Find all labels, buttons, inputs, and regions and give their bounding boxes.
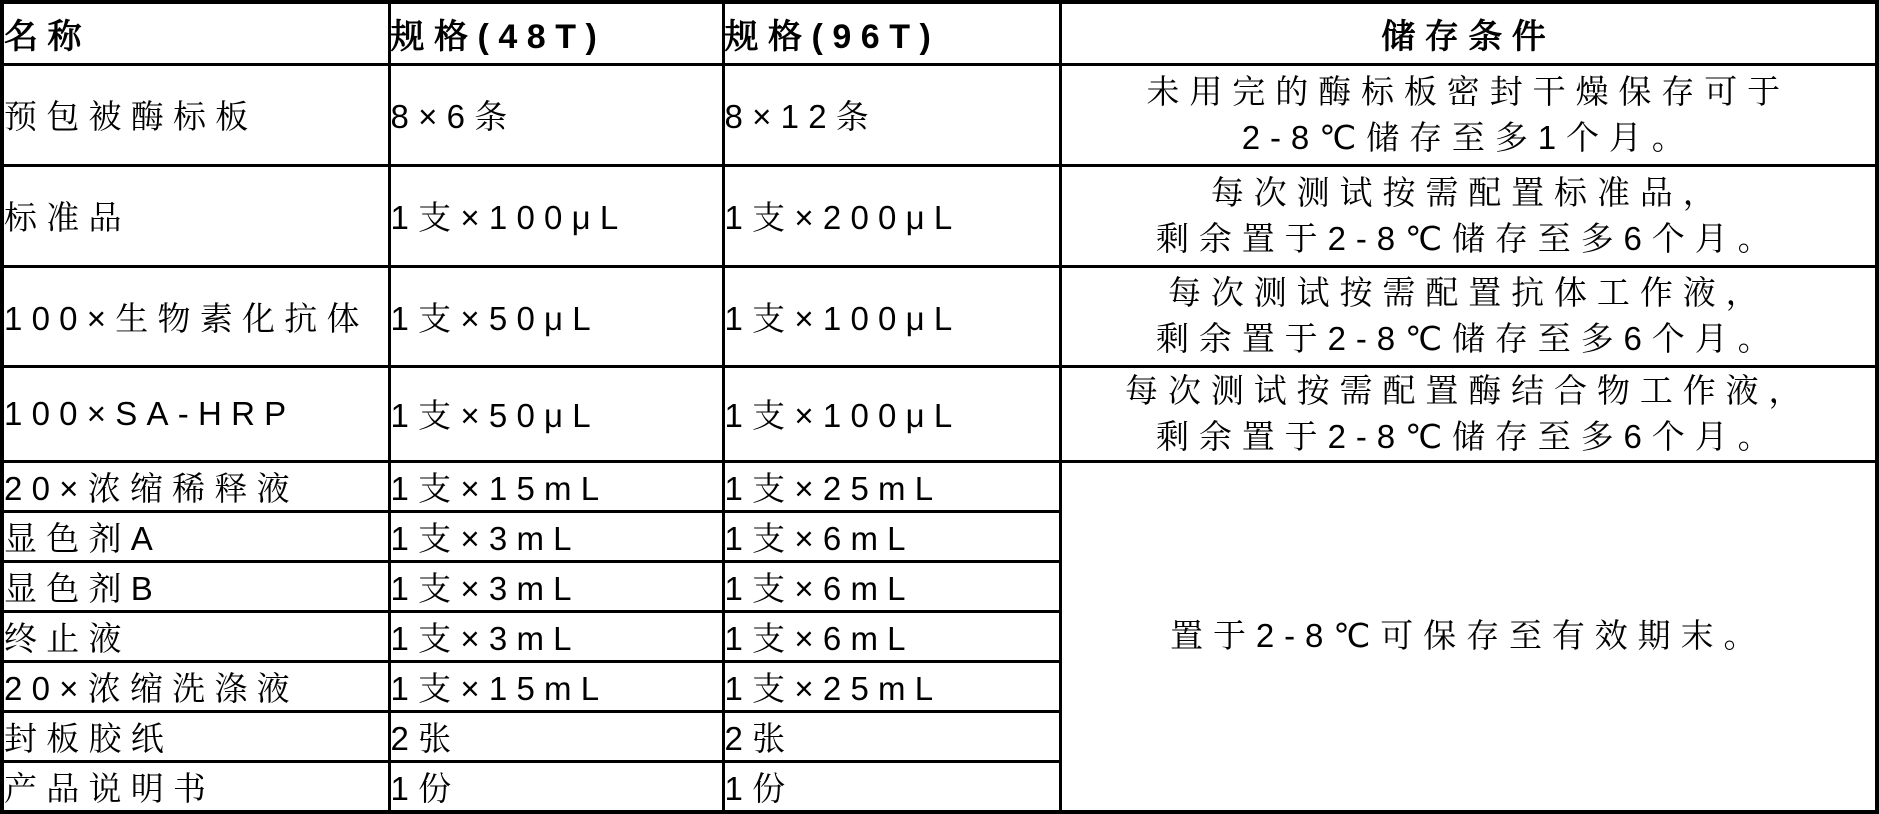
cell-storage-merged: 置于2-8℃可保存至有效期末。 bbox=[1060, 461, 1877, 812]
cell-spec-48t: 1份 bbox=[389, 761, 723, 812]
cell-spec-48t: 1支×15mL bbox=[389, 461, 723, 511]
col-header-spec48: 规格(48T) bbox=[389, 2, 723, 64]
cell-name: 100×生物素化抗体 bbox=[2, 266, 389, 366]
cell-spec-48t: 1支×50μL bbox=[389, 366, 723, 461]
cell-name: 封板胶纸 bbox=[2, 711, 389, 761]
storage-line-2: 剩余置于2-8℃储存至多6个月。 bbox=[1155, 320, 1781, 357]
cell-name: 标准品 bbox=[2, 165, 389, 266]
cell-spec-48t: 2张 bbox=[389, 711, 723, 761]
cell-spec-48t: 1支×3mL bbox=[389, 561, 723, 611]
storage-line-1: 每次测试按需配置抗体工作液， bbox=[1167, 274, 1769, 311]
cell-spec-48t: 1支×15mL bbox=[389, 661, 723, 711]
storage-line-1: 每次测试按需配置标准品， bbox=[1210, 173, 1726, 211]
table-row bbox=[2, 266, 1877, 366]
cell-spec-48t: 1支×3mL bbox=[389, 511, 723, 561]
col-header-name: 名称 bbox=[2, 2, 389, 64]
cell-spec-96t: 1支×6mL bbox=[723, 561, 1060, 611]
cell-spec-96t: 1支×25mL bbox=[723, 661, 1060, 711]
table-row bbox=[2, 366, 1877, 461]
table-row bbox=[2, 64, 1877, 165]
cell-storage bbox=[1060, 64, 1877, 165]
storage-line-2: 剩余置于2-8℃储存至多6个月。 bbox=[1155, 219, 1781, 257]
cell-name: 20×浓缩稀释液 bbox=[2, 461, 389, 511]
cell-storage bbox=[1060, 366, 1877, 461]
cell-spec-96t: 1支×25mL bbox=[723, 461, 1060, 511]
cell-name: 终止液 bbox=[2, 611, 389, 661]
cell-name: 显色剂B bbox=[2, 561, 389, 611]
storage-line-2: 2-8℃储存至多1个月。 bbox=[1241, 118, 1695, 156]
cell-name: 预包被酶标板 bbox=[2, 64, 389, 165]
cell-spec-96t: 8×12条 bbox=[723, 64, 1060, 165]
cell-name: 100×SA-HRP bbox=[2, 366, 389, 461]
cell-name: 产品说明书 bbox=[2, 761, 389, 812]
cell-spec-48t: 8×6条 bbox=[389, 64, 723, 165]
storage-line-1: 每次测试按需配置酶结合物工作液， bbox=[1125, 371, 1812, 409]
cell-spec-96t: 1份 bbox=[723, 761, 1060, 812]
cell-spec-48t: 1支×100μL bbox=[389, 165, 723, 266]
col-header-storage: 储存条件 bbox=[1060, 2, 1877, 64]
cell-storage bbox=[1060, 266, 1877, 366]
cell-storage bbox=[1060, 165, 1877, 266]
cell-spec-48t: 1支×50μL bbox=[389, 266, 723, 366]
cell-spec-96t: 1支×6mL bbox=[723, 511, 1060, 561]
cell-spec-96t: 1支×100μL bbox=[723, 366, 1060, 461]
storage-line-2: 剩余置于2-8℃储存至多6个月。 bbox=[1155, 417, 1781, 455]
col-header-spec96: 规格(96T) bbox=[723, 2, 1060, 64]
cell-name: 20×浓缩洗涤液 bbox=[2, 661, 389, 711]
table-row bbox=[2, 461, 1877, 511]
cell-name: 显色剂A bbox=[2, 511, 389, 561]
header-row bbox=[2, 2, 1877, 64]
cell-spec-96t: 2张 bbox=[723, 711, 1060, 761]
storage-line-1: 未用完的酶标板密封干燥保存可于 bbox=[1146, 72, 1790, 110]
cell-spec-96t: 1支×100μL bbox=[723, 266, 1060, 366]
table-row bbox=[2, 165, 1877, 266]
cell-spec-96t: 1支×6mL bbox=[723, 611, 1060, 661]
cell-spec-96t: 1支×200μL bbox=[723, 165, 1060, 266]
cell-spec-48t: 1支×3mL bbox=[389, 611, 723, 661]
